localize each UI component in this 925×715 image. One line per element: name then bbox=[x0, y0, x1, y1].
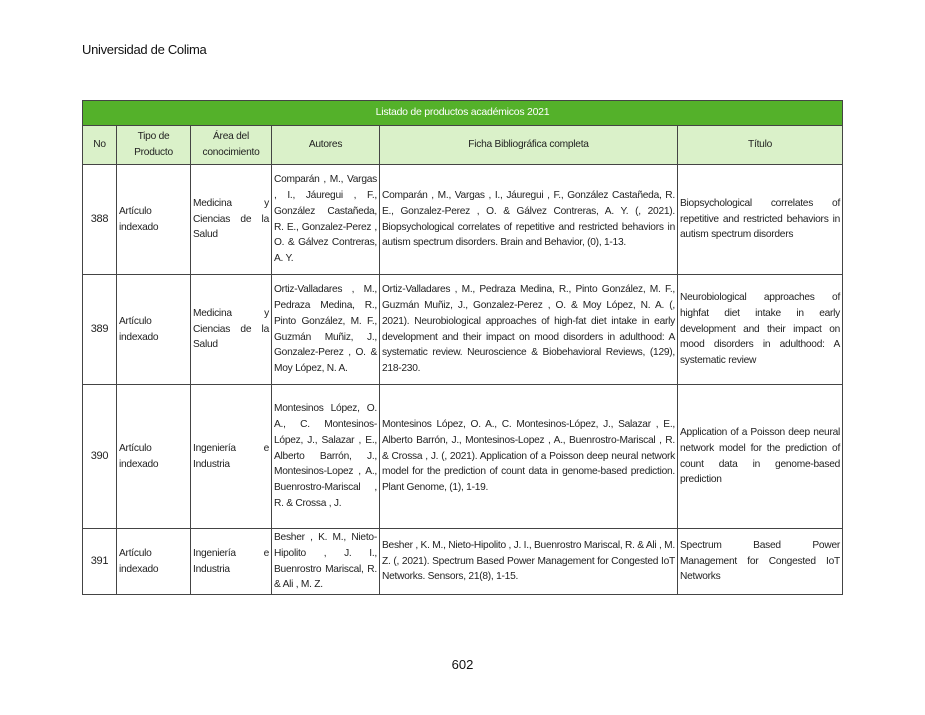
column-header-tipo: Tipo de Producto bbox=[117, 126, 191, 165]
cell-no: 389 bbox=[83, 275, 117, 385]
cell-area: Ingeniería e Industria bbox=[191, 529, 272, 595]
cell-autores: Ortiz-Valladares , M., Pedraza Medina, R., Pinto González, M. F., Guzmán Muñiz, J., Gonzalez-Perez , O. & Moy López, N. A. bbox=[272, 275, 380, 385]
table-title: Listado de productos académicos 2021 bbox=[83, 101, 843, 126]
cell-ficha: Besher , K. M., Nieto-Hipolito , J. I., Buenrostro Mariscal, R. & Ali , M. Z. (, 2021). Spectrum Based Power Management for Congested IoT Networks. Sensors, 21(8), 1-15. bbox=[380, 529, 678, 595]
cell-area: Medicina y Ciencias de la Salud bbox=[191, 165, 272, 275]
cell-tipo: Artículo indexado bbox=[117, 165, 191, 275]
column-header-no: No bbox=[83, 126, 117, 165]
table-row bbox=[83, 529, 843, 595]
cell-titulo: Application of a Poisson deep neural network model for the prediction of count data in genome-based prediction bbox=[678, 385, 843, 529]
cell-titulo: Spectrum Based Power Management for Congested IoT Networks bbox=[678, 529, 843, 595]
cell-tipo: Artículo indexado bbox=[117, 275, 191, 385]
cell-tipo: Artículo indexado bbox=[117, 385, 191, 529]
cell-no: 390 bbox=[83, 385, 117, 529]
column-header-autores: Autores bbox=[272, 126, 380, 165]
cell-autores: Comparán , M., Vargas , I., Jáuregui , F., González Castañeda, R. E., Gonzalez-Perez , O. & Gálvez Contreras, A. Y. bbox=[272, 165, 380, 275]
cell-ficha: Montesinos López, O. A., C. Montesinos-López, J., Salazar , E., Alberto Barrón, J., Montesinos-Lopez , A., Buenrostro-Mariscal , R. & Crossa , J. (, 2021). Application of a Poisson deep neural network model for the prediction of count data in genome-based prediction. Plant Genome, (1), 1-19. bbox=[380, 385, 678, 529]
cell-titulo: Biopsychological correlates of repetitive and restricted behaviors in autism spectrum disorders bbox=[678, 165, 843, 275]
table-row bbox=[83, 385, 843, 529]
cell-ficha: Comparán , M., Vargas , I., Jáuregui , F., González Castañeda, R. E., Gonzalez-Perez , O. & Gálvez Contreras, A. Y. (, 2021). Biopsychological correlates of repetitive and restricted behaviors in autism spectrum disorders. Brain and Behavior, (0), 1-13. bbox=[380, 165, 678, 275]
cell-autores: Besher , K. M., Nieto-Hipolito , J. I., Buenrostro Mariscal, R. & Ali , M. Z. bbox=[272, 529, 380, 595]
cell-autores: Montesinos López, O. A., C. Montesinos-López, J., Salazar , E., Alberto Barrón, J., Montesinos-Lopez , A., Buenrostro-Mariscal , R. & Crossa , J. bbox=[272, 385, 380, 529]
column-header-ficha: Ficha Bibliográfica completa bbox=[380, 126, 678, 165]
cell-no: 391 bbox=[83, 529, 117, 595]
page-number: 602 bbox=[451, 657, 474, 672]
cell-ficha: Ortiz-Valladares , M., Pedraza Medina, R., Pinto González, M. F., Guzmán Muñiz, J., Gonzalez-Perez , O. & Moy López, N. A. (, 2021). Neurobiological approaches of high-fat diet intake in early development and their impact on mood disorders in adulthood: A systematic review. Neuroscience & Biobehavioral Reviews, (129), 218-230. bbox=[380, 275, 678, 385]
institution-header: Universidad de Colima bbox=[82, 42, 207, 57]
table-header-row bbox=[83, 126, 843, 165]
cell-area: Ingeniería e Industria bbox=[191, 385, 272, 529]
academic-products-table bbox=[82, 100, 843, 595]
table-row bbox=[83, 275, 843, 385]
column-header-titulo: Título bbox=[678, 126, 843, 165]
table-row bbox=[83, 165, 843, 275]
cell-area: Medicina y Ciencias de la Salud bbox=[191, 275, 272, 385]
cell-titulo: Neurobiological approaches of highfat diet intake in early development and their impact on mood disorders in adulthood: A systematic review bbox=[678, 275, 843, 385]
cell-no: 388 bbox=[83, 165, 117, 275]
column-header-area: Área del conocimiento bbox=[191, 126, 272, 165]
table-title-row bbox=[83, 101, 843, 126]
cell-tipo: Artículo indexado bbox=[117, 529, 191, 595]
